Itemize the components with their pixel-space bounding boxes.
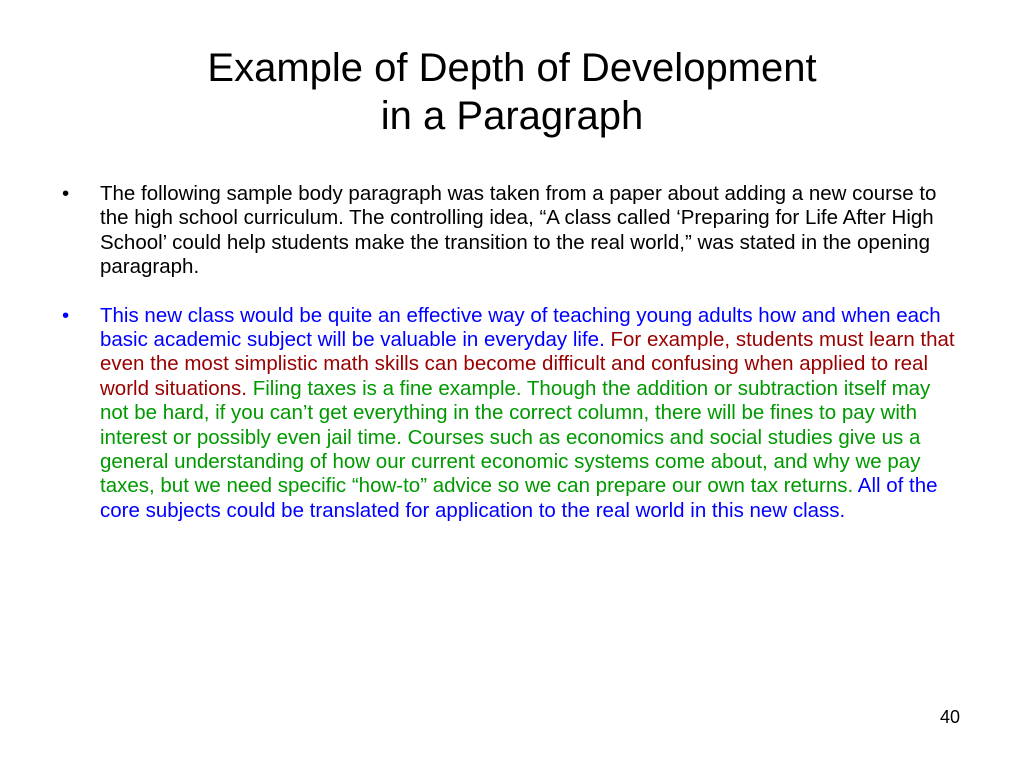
bullet-item-sample-paragraph [62, 304, 962, 524]
bullet-list [62, 182, 962, 523]
detail-sentences: Filing taxes is a fine example. Though the addition or subtraction itself may not be hard, if you can’t get everything in the correct column, there will be fines to pay with interest or possibly even jail time. Courses such as economics and social studies give us a general understanding of how our current economic systems come about, and why we pay taxes, but we need specific “how-to” advice so we can prepare our own tax returns. [100, 376, 931, 498]
slide-title-line-1: Example of Depth of Development [207, 46, 817, 90]
supporting-sentence: For example, students must learn that even the most simplistic math skills can become difficult and confusing when applied to real world situations. [100, 328, 955, 400]
slide-title [0, 44, 1024, 140]
bullet-marker: • [62, 182, 70, 205]
slide-number: 40 [939, 707, 960, 727]
bullet-intro-text: The following sample body paragraph was taken from a paper about adding a new course to the high school curriculum. The controlling idea, “A class called ‘Preparing for Life After High School’ could help students make the transition to the real world,” was stated in the opening paragraph. [100, 182, 937, 279]
topic-sentence: This new class would be quite an effective way of teaching young adults how and when each basic academic subject will be valuable in everyday life. [100, 303, 941, 352]
concluding-sentence: All of the core subjects could be translated for application to the real world in this new class. [100, 474, 938, 522]
bullet-marker: • [62, 303, 70, 327]
slide-title-line-2: in a Paragraph [380, 94, 644, 138]
bullet-item-intro [62, 182, 962, 280]
sample-paragraph [100, 304, 962, 524]
